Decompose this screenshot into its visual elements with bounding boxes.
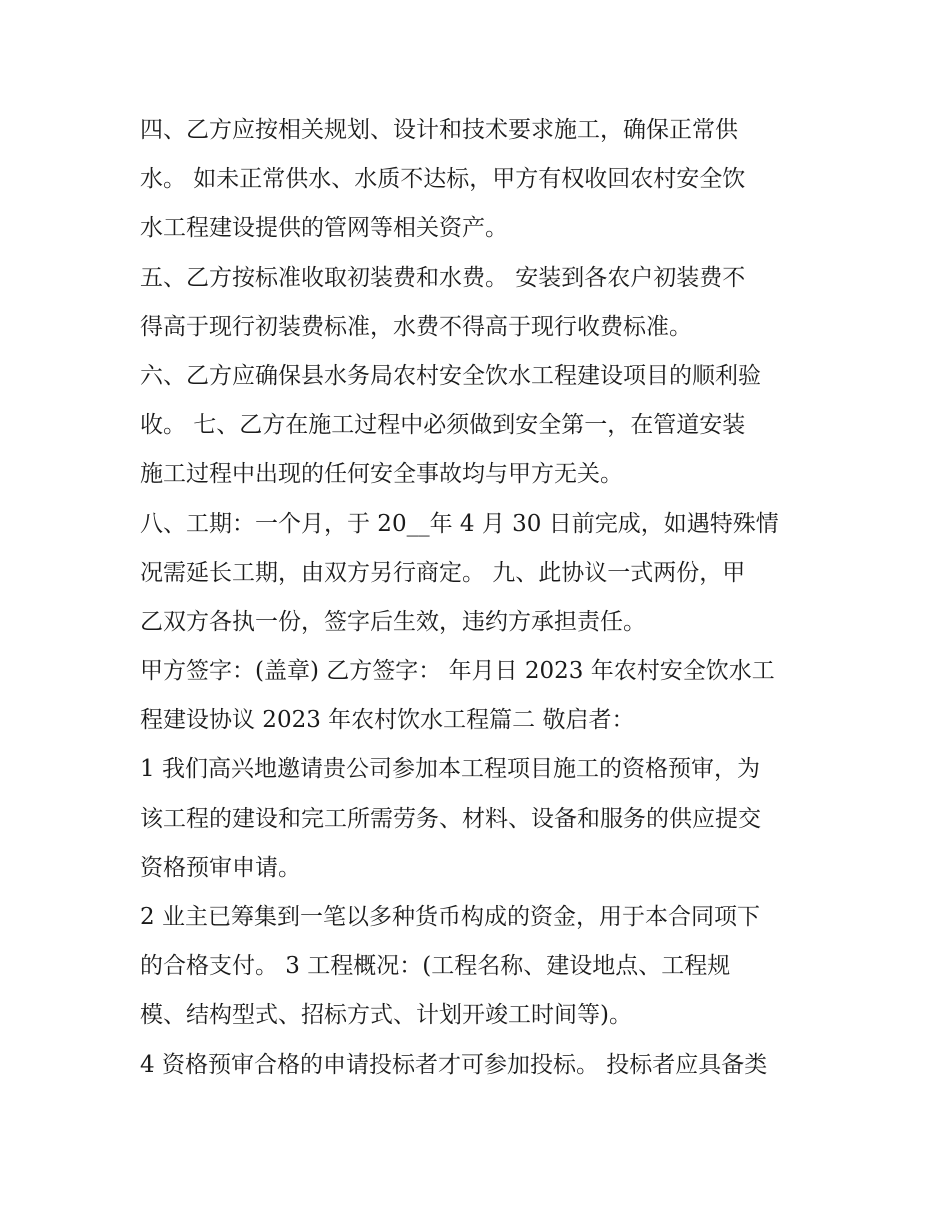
text-line: 六、乙方应确保县水务局农村安全饮水工程建设项目的顺利验 [140, 362, 761, 389]
text-line: 程建设协议 2023 年农村饮水工程篇二 敬启者： [140, 707, 635, 734]
text-line: 得高于现行初装费标准，水费不得高于现行收费标准。 [140, 313, 692, 340]
text-line: 施工过程中出现的任何安全事故均与甲方无关。 [140, 461, 623, 488]
paragraph [140, 1041, 830, 1090]
text-line: 乙双方各执一份，签字后生效，违约方承担责任。 [140, 608, 646, 635]
text-line: 资格预审申请。 [140, 854, 301, 881]
text-line: 水。 如未正常供水、水质不达标，甲方有权收回农村安全饮 [140, 166, 746, 193]
paragraph [140, 352, 830, 500]
text-line: 2 业主已筹集到一笔以多种货币构成的资金，用于本合同项下 [140, 904, 760, 930]
text-line: 五、乙方按标准收取初装费和水费。 安装到各农户初装费不 [140, 264, 746, 291]
text-line: 四、乙方应按相关规划、设计和技术要求施工，确保正常供 [140, 117, 738, 143]
text-line: 甲方签字：(盖章) 乙方签字： 年月日 2023 年农村安全饮水工 [140, 658, 775, 685]
text-line: 八、工期：一个月，于 20__年 4 月 30 日前完成，如遇特殊情 [140, 510, 779, 537]
text-line: 4 资格预审合格的申请投标者才可参加投标。 投标者应具备类 [140, 1051, 768, 1078]
paragraph [140, 647, 830, 745]
paragraph [140, 893, 830, 1041]
document-body [140, 106, 830, 1090]
text-line: 模、结构型式、招标方式、计划开竣工时间等)。 [140, 1002, 632, 1029]
text-line: 收。 七、乙方在施工过程中必须做到安全第一，在管道安装 [140, 412, 746, 439]
text-line: 该工程的建设和完工所需劳务、材料、设备和服务的供应提交 [140, 805, 761, 832]
text-line: 水工程建设提供的管网等相关资产。 [140, 215, 508, 242]
text-line: 况需延长工期，由双方另行商定。 九、此协议一式两份，甲 [140, 559, 746, 586]
paragraph [140, 254, 830, 352]
paragraph [140, 500, 830, 648]
text-line: 1 我们高兴地邀请贵公司参加本工程项目施工的资格预审，为 [140, 756, 760, 783]
paragraph [140, 106, 830, 254]
paragraph [140, 745, 830, 893]
text-line: 的合格支付。 3 工程概况：(工程名称、建设地点、工程规 [140, 953, 731, 980]
